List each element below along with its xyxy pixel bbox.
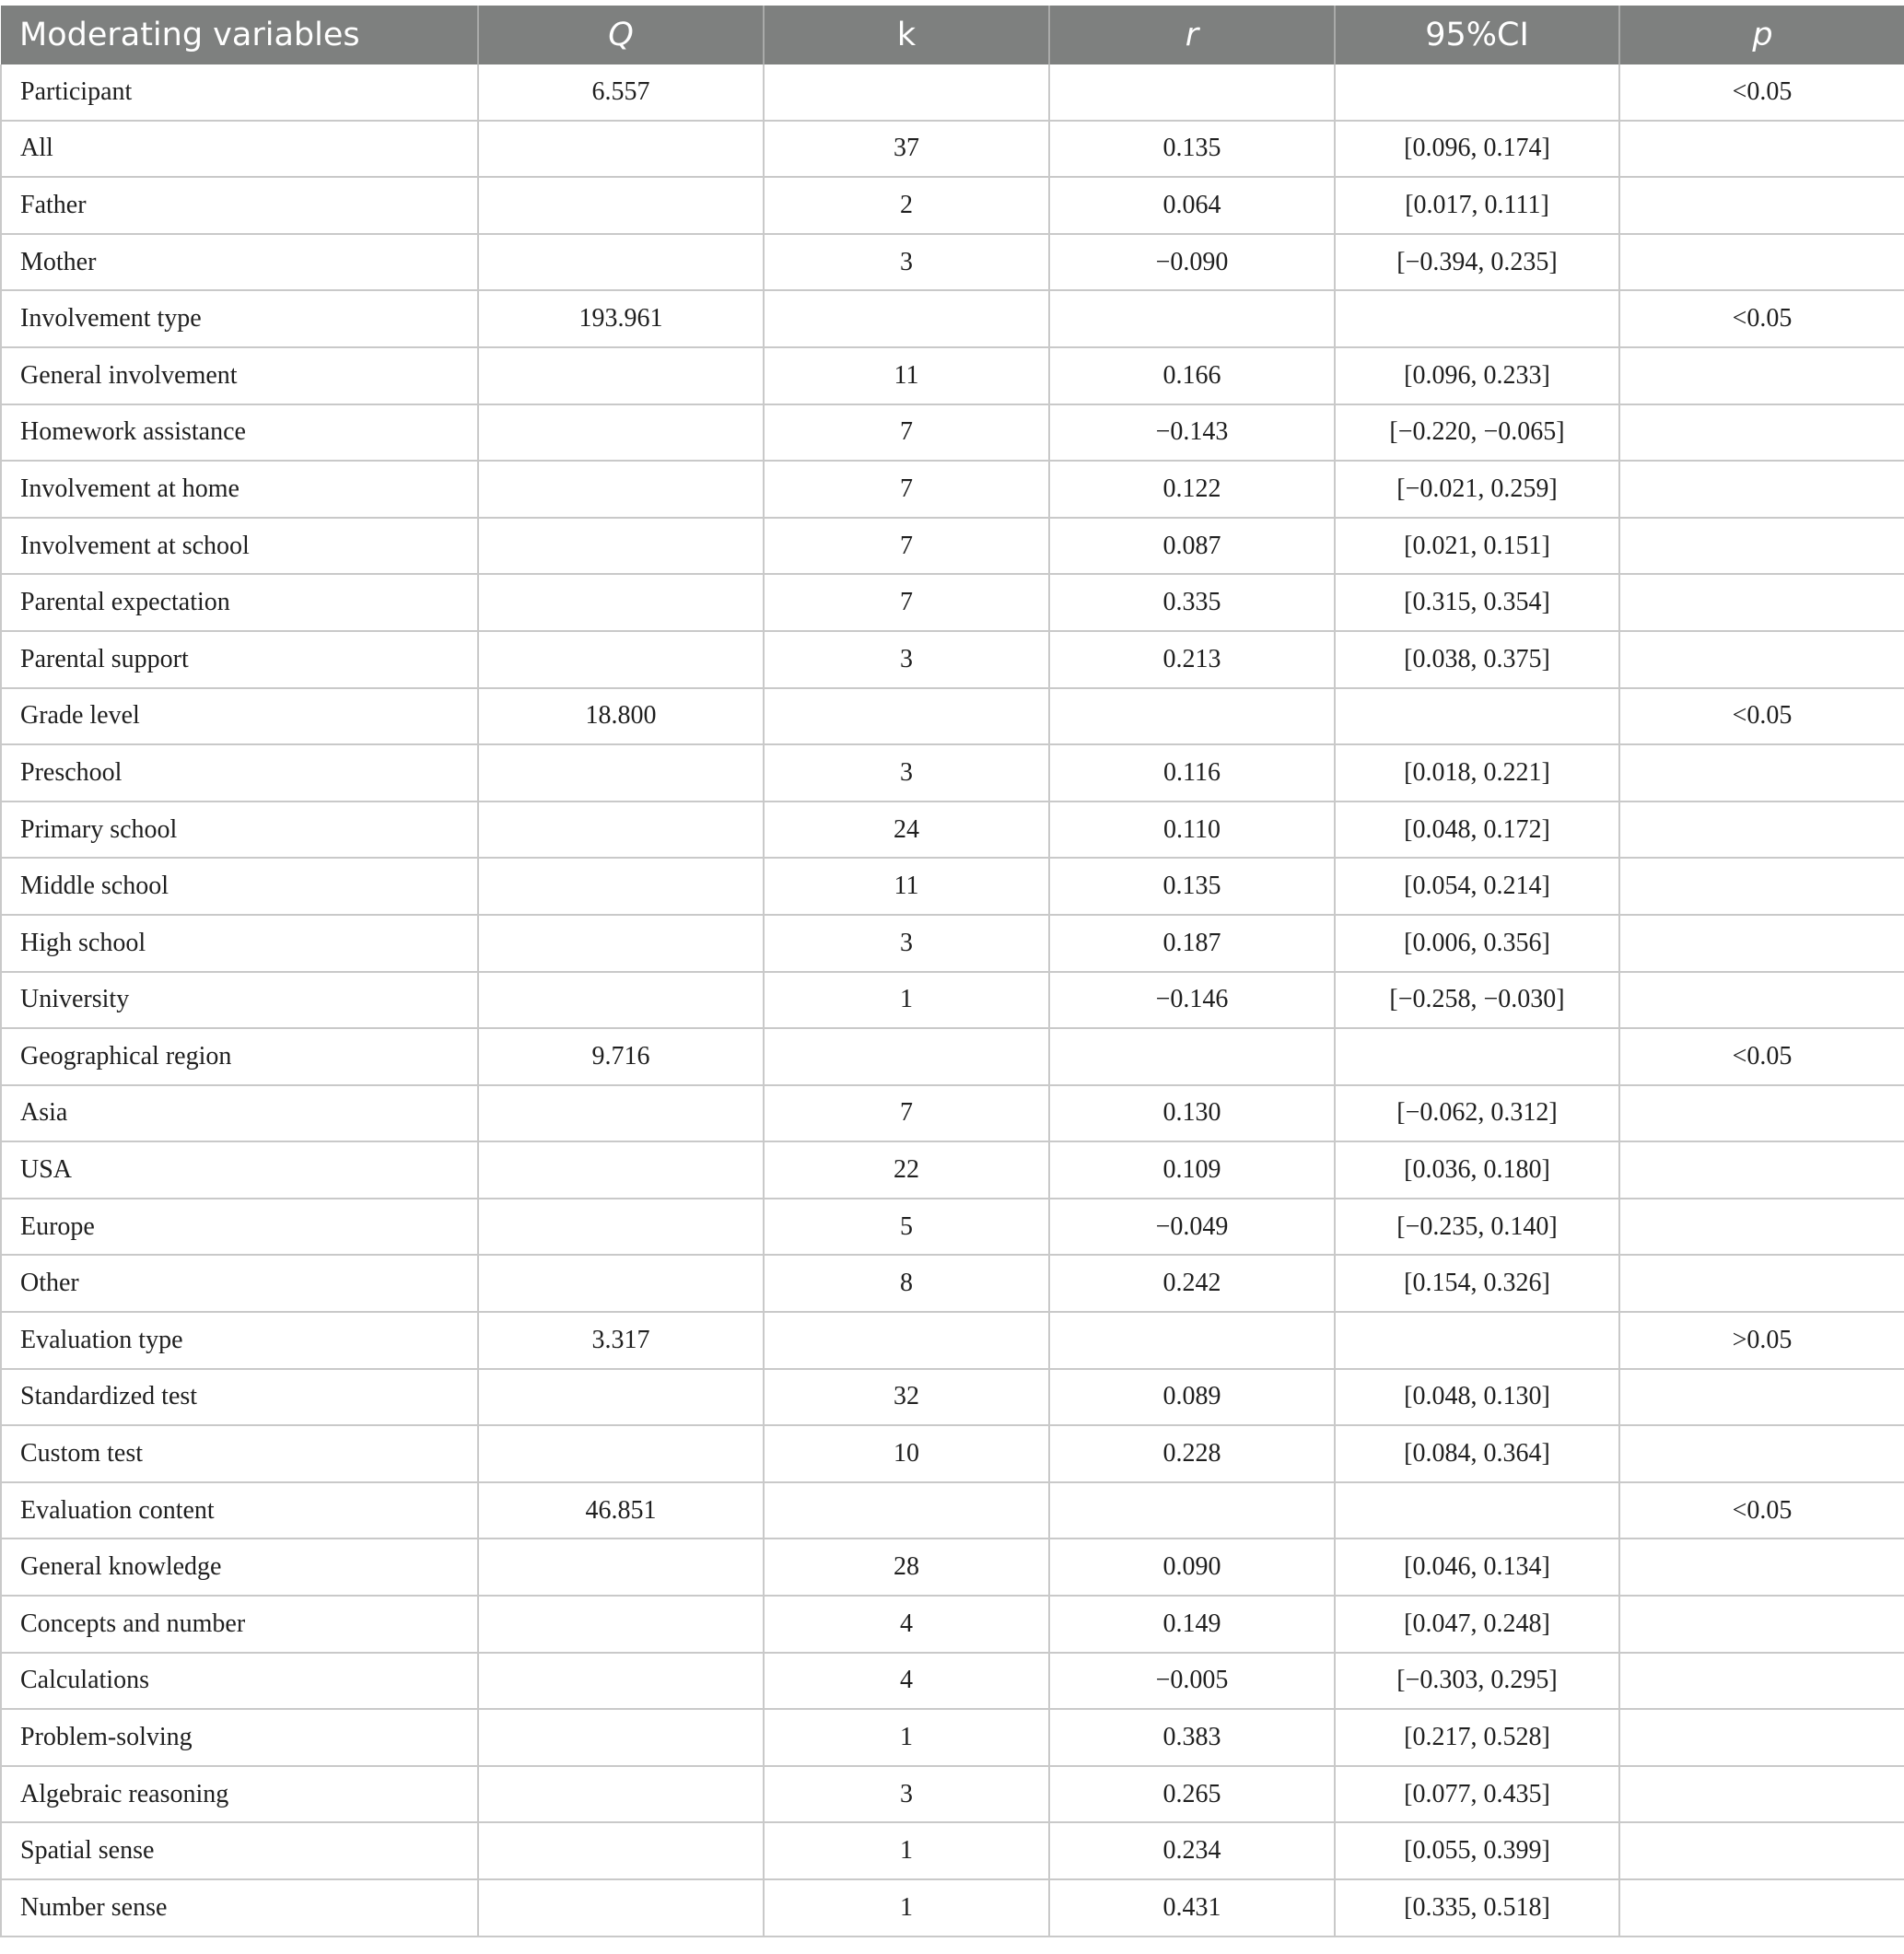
ci-cell: [−0.258, −0.030] bbox=[1335, 972, 1619, 1029]
variable-cell: Homework assistance bbox=[1, 404, 478, 462]
variable-cell: All bbox=[1, 121, 478, 178]
ci-cell: [0.217, 0.528] bbox=[1335, 1709, 1619, 1766]
r-cell: 0.187 bbox=[1049, 915, 1335, 972]
r-cell: −0.146 bbox=[1049, 972, 1335, 1029]
variable-cell: Asia bbox=[1, 1085, 478, 1142]
ci-cell bbox=[1335, 1482, 1619, 1539]
table-row bbox=[1, 631, 1904, 688]
p-cell bbox=[1619, 1141, 1904, 1199]
ci-cell bbox=[1335, 64, 1619, 121]
r-cell: 0.064 bbox=[1049, 177, 1335, 234]
table-row bbox=[1, 404, 1904, 462]
p-cell: <0.05 bbox=[1619, 688, 1904, 745]
ci-cell: [0.047, 0.248] bbox=[1335, 1596, 1619, 1653]
p-cell: >0.05 bbox=[1619, 1312, 1904, 1369]
q-cell bbox=[478, 1653, 764, 1710]
k-cell bbox=[764, 688, 1049, 745]
ci-cell: [−0.021, 0.259] bbox=[1335, 461, 1619, 518]
q-cell bbox=[478, 1596, 764, 1653]
table-row bbox=[1, 574, 1904, 631]
header-row bbox=[1, 6, 1904, 64]
ci-cell: [0.038, 0.375] bbox=[1335, 631, 1619, 688]
ci-cell bbox=[1335, 688, 1619, 745]
r-cell: 0.122 bbox=[1049, 461, 1335, 518]
moderator-analysis-table bbox=[0, 6, 1904, 1937]
ci-cell: [−0.303, 0.295] bbox=[1335, 1653, 1619, 1710]
k-cell bbox=[764, 1312, 1049, 1369]
k-cell: 4 bbox=[764, 1653, 1049, 1710]
ci-cell: [0.315, 0.354] bbox=[1335, 574, 1619, 631]
k-cell: 11 bbox=[764, 347, 1049, 404]
ci-cell: [0.096, 0.233] bbox=[1335, 347, 1619, 404]
p-cell bbox=[1619, 801, 1904, 859]
variable-cell: Grade level bbox=[1, 688, 478, 745]
variable-cell: University bbox=[1, 972, 478, 1029]
q-cell bbox=[478, 631, 764, 688]
variable-cell: Parental expectation bbox=[1, 574, 478, 631]
table-row bbox=[1, 1539, 1904, 1596]
p-cell bbox=[1619, 121, 1904, 178]
k-cell bbox=[764, 1028, 1049, 1085]
r-cell: 0.116 bbox=[1049, 744, 1335, 801]
r-cell: 0.090 bbox=[1049, 1539, 1335, 1596]
table-row bbox=[1, 290, 1904, 347]
table-row bbox=[1, 234, 1904, 291]
p-cell bbox=[1619, 177, 1904, 234]
table-row bbox=[1, 1369, 1904, 1426]
table-row bbox=[1, 1879, 1904, 1936]
p-cell: <0.05 bbox=[1619, 1028, 1904, 1085]
p-cell: <0.05 bbox=[1619, 290, 1904, 347]
variable-cell: Evaluation type bbox=[1, 1312, 478, 1369]
variable-cell: Middle school bbox=[1, 858, 478, 915]
p-cell: <0.05 bbox=[1619, 1482, 1904, 1539]
r-cell: 0.242 bbox=[1049, 1255, 1335, 1312]
variable-cell: Standardized test bbox=[1, 1369, 478, 1426]
table-row bbox=[1, 1709, 1904, 1766]
q-cell bbox=[478, 1766, 764, 1823]
p-cell bbox=[1619, 858, 1904, 915]
k-cell: 1 bbox=[764, 1879, 1049, 1936]
variable-cell: Europe bbox=[1, 1199, 478, 1256]
ci-cell: [0.335, 0.518] bbox=[1335, 1879, 1619, 1936]
variable-cell: Involvement at home bbox=[1, 461, 478, 518]
ci-cell: [0.021, 0.151] bbox=[1335, 518, 1619, 575]
q-cell bbox=[478, 1709, 764, 1766]
r-cell: 0.228 bbox=[1049, 1425, 1335, 1482]
k-cell: 11 bbox=[764, 858, 1049, 915]
table-row bbox=[1, 1255, 1904, 1312]
table-row bbox=[1, 1085, 1904, 1142]
p-cell bbox=[1619, 1199, 1904, 1256]
table-row bbox=[1, 1425, 1904, 1482]
q-cell bbox=[478, 121, 764, 178]
k-cell bbox=[764, 290, 1049, 347]
header-moderating-variables: Moderating variables bbox=[1, 6, 478, 64]
table-row bbox=[1, 177, 1904, 234]
q-cell bbox=[478, 801, 764, 859]
k-cell: 5 bbox=[764, 1199, 1049, 1256]
variable-cell: USA bbox=[1, 1141, 478, 1199]
q-cell bbox=[478, 1879, 764, 1936]
k-cell: 7 bbox=[764, 1085, 1049, 1142]
p-cell bbox=[1619, 1709, 1904, 1766]
q-cell: 3.317 bbox=[478, 1312, 764, 1369]
ci-cell: [0.006, 0.356] bbox=[1335, 915, 1619, 972]
q-cell bbox=[478, 1425, 764, 1482]
k-cell: 7 bbox=[764, 404, 1049, 462]
variable-cell: Problem-solving bbox=[1, 1709, 478, 1766]
p-cell bbox=[1619, 1766, 1904, 1823]
ci-cell: [0.096, 0.174] bbox=[1335, 121, 1619, 178]
p-cell bbox=[1619, 1369, 1904, 1426]
table-row bbox=[1, 1482, 1904, 1539]
q-cell bbox=[478, 1255, 764, 1312]
r-cell: 0.234 bbox=[1049, 1822, 1335, 1879]
r-cell bbox=[1049, 64, 1335, 121]
p-cell bbox=[1619, 915, 1904, 972]
q-cell bbox=[478, 1822, 764, 1879]
q-cell: 193.961 bbox=[478, 290, 764, 347]
q-cell bbox=[478, 1199, 764, 1256]
variable-cell: Participant bbox=[1, 64, 478, 121]
r-cell bbox=[1049, 1312, 1335, 1369]
table-header bbox=[1, 6, 1904, 64]
p-cell bbox=[1619, 1255, 1904, 1312]
table-row bbox=[1, 1653, 1904, 1710]
variable-cell: Parental support bbox=[1, 631, 478, 688]
k-cell: 1 bbox=[764, 1822, 1049, 1879]
variable-cell: Geographical region bbox=[1, 1028, 478, 1085]
k-cell: 7 bbox=[764, 461, 1049, 518]
q-cell: 6.557 bbox=[478, 64, 764, 121]
q-cell bbox=[478, 404, 764, 462]
table-row bbox=[1, 1199, 1904, 1256]
k-cell: 3 bbox=[764, 234, 1049, 291]
header-k: k bbox=[764, 6, 1049, 64]
ci-cell bbox=[1335, 290, 1619, 347]
ci-cell: [0.084, 0.364] bbox=[1335, 1425, 1619, 1482]
k-cell: 37 bbox=[764, 121, 1049, 178]
p-cell bbox=[1619, 404, 1904, 462]
q-cell bbox=[478, 744, 764, 801]
ci-cell: [−0.062, 0.312] bbox=[1335, 1085, 1619, 1142]
ci-cell: [0.055, 0.399] bbox=[1335, 1822, 1619, 1879]
q-cell bbox=[478, 177, 764, 234]
table-row bbox=[1, 518, 1904, 575]
q-cell bbox=[478, 915, 764, 972]
ci-cell: [0.154, 0.326] bbox=[1335, 1255, 1619, 1312]
p-cell bbox=[1619, 234, 1904, 291]
q-cell bbox=[478, 858, 764, 915]
p-cell bbox=[1619, 1596, 1904, 1653]
k-cell: 3 bbox=[764, 1766, 1049, 1823]
p-cell bbox=[1619, 518, 1904, 575]
r-cell: 0.149 bbox=[1049, 1596, 1335, 1653]
variable-cell: Evaluation content bbox=[1, 1482, 478, 1539]
table-row bbox=[1, 64, 1904, 121]
q-cell bbox=[478, 518, 764, 575]
q-cell bbox=[478, 1539, 764, 1596]
k-cell: 3 bbox=[764, 744, 1049, 801]
p-cell: <0.05 bbox=[1619, 64, 1904, 121]
q-cell bbox=[478, 461, 764, 518]
table-row bbox=[1, 801, 1904, 859]
r-cell: 0.089 bbox=[1049, 1369, 1335, 1426]
ci-cell: [−0.235, 0.140] bbox=[1335, 1199, 1619, 1256]
r-cell bbox=[1049, 1482, 1335, 1539]
header-ci: 95%CI bbox=[1335, 6, 1619, 64]
table-row bbox=[1, 1028, 1904, 1085]
p-cell bbox=[1619, 1822, 1904, 1879]
r-cell: 0.135 bbox=[1049, 858, 1335, 915]
k-cell: 32 bbox=[764, 1369, 1049, 1426]
ci-cell: [0.054, 0.214] bbox=[1335, 858, 1619, 915]
k-cell: 4 bbox=[764, 1596, 1049, 1653]
ci-cell bbox=[1335, 1028, 1619, 1085]
variable-cell: Other bbox=[1, 1255, 478, 1312]
table-row bbox=[1, 915, 1904, 972]
header-q: Q bbox=[478, 6, 764, 64]
p-cell bbox=[1619, 574, 1904, 631]
r-cell: −0.143 bbox=[1049, 404, 1335, 462]
variable-cell: General involvement bbox=[1, 347, 478, 404]
k-cell bbox=[764, 1482, 1049, 1539]
p-cell bbox=[1619, 1425, 1904, 1482]
table-row bbox=[1, 858, 1904, 915]
variable-cell: High school bbox=[1, 915, 478, 972]
variable-cell: Mother bbox=[1, 234, 478, 291]
q-cell bbox=[478, 1369, 764, 1426]
r-cell: 0.087 bbox=[1049, 518, 1335, 575]
ci-cell: [0.048, 0.172] bbox=[1335, 801, 1619, 859]
variable-cell: Custom test bbox=[1, 1425, 478, 1482]
k-cell: 3 bbox=[764, 631, 1049, 688]
r-cell bbox=[1049, 290, 1335, 347]
k-cell: 28 bbox=[764, 1539, 1049, 1596]
k-cell: 10 bbox=[764, 1425, 1049, 1482]
r-cell: 0.135 bbox=[1049, 121, 1335, 178]
variable-cell: Involvement at school bbox=[1, 518, 478, 575]
k-cell: 3 bbox=[764, 915, 1049, 972]
q-cell: 9.716 bbox=[478, 1028, 764, 1085]
r-cell: 0.335 bbox=[1049, 574, 1335, 631]
header-r: r bbox=[1049, 6, 1335, 64]
q-cell bbox=[478, 574, 764, 631]
variable-cell: Spatial sense bbox=[1, 1822, 478, 1879]
k-cell: 1 bbox=[764, 972, 1049, 1029]
k-cell: 7 bbox=[764, 518, 1049, 575]
p-cell bbox=[1619, 972, 1904, 1029]
p-cell bbox=[1619, 631, 1904, 688]
r-cell: 0.130 bbox=[1049, 1085, 1335, 1142]
table-row bbox=[1, 1596, 1904, 1653]
variable-cell: Involvement type bbox=[1, 290, 478, 347]
table-row bbox=[1, 121, 1904, 178]
p-cell bbox=[1619, 461, 1904, 518]
table-row bbox=[1, 972, 1904, 1029]
table-row bbox=[1, 1141, 1904, 1199]
p-cell bbox=[1619, 347, 1904, 404]
r-cell: 0.110 bbox=[1049, 801, 1335, 859]
ci-cell: [0.036, 0.180] bbox=[1335, 1141, 1619, 1199]
q-cell bbox=[478, 347, 764, 404]
table-row bbox=[1, 461, 1904, 518]
table-row bbox=[1, 1766, 1904, 1823]
r-cell: 0.109 bbox=[1049, 1141, 1335, 1199]
q-cell bbox=[478, 1141, 764, 1199]
k-cell: 1 bbox=[764, 1709, 1049, 1766]
variable-cell: Concepts and number bbox=[1, 1596, 478, 1653]
r-cell: 0.166 bbox=[1049, 347, 1335, 404]
variable-cell: Preschool bbox=[1, 744, 478, 801]
k-cell: 7 bbox=[764, 574, 1049, 631]
table-row bbox=[1, 1822, 1904, 1879]
ci-cell bbox=[1335, 1312, 1619, 1369]
variable-cell: Calculations bbox=[1, 1653, 478, 1710]
table-row bbox=[1, 744, 1904, 801]
variable-cell: Number sense bbox=[1, 1879, 478, 1936]
table-row bbox=[1, 688, 1904, 745]
p-cell bbox=[1619, 744, 1904, 801]
ci-cell: [0.077, 0.435] bbox=[1335, 1766, 1619, 1823]
variable-cell: Algebraic reasoning bbox=[1, 1766, 478, 1823]
ci-cell: [−0.394, 0.235] bbox=[1335, 234, 1619, 291]
q-cell bbox=[478, 1085, 764, 1142]
r-cell bbox=[1049, 688, 1335, 745]
r-cell bbox=[1049, 1028, 1335, 1085]
k-cell: 24 bbox=[764, 801, 1049, 859]
r-cell: 0.383 bbox=[1049, 1709, 1335, 1766]
q-cell: 18.800 bbox=[478, 688, 764, 745]
variable-cell: Father bbox=[1, 177, 478, 234]
table-row bbox=[1, 347, 1904, 404]
k-cell: 22 bbox=[764, 1141, 1049, 1199]
q-cell: 46.851 bbox=[478, 1482, 764, 1539]
ci-cell: [−0.220, −0.065] bbox=[1335, 404, 1619, 462]
ci-cell: [0.046, 0.134] bbox=[1335, 1539, 1619, 1596]
variable-cell: Primary school bbox=[1, 801, 478, 859]
ci-cell: [0.048, 0.130] bbox=[1335, 1369, 1619, 1426]
ci-cell: [0.017, 0.111] bbox=[1335, 177, 1619, 234]
q-cell bbox=[478, 972, 764, 1029]
ci-cell: [0.018, 0.221] bbox=[1335, 744, 1619, 801]
r-cell: 0.265 bbox=[1049, 1766, 1335, 1823]
variable-cell: General knowledge bbox=[1, 1539, 478, 1596]
r-cell: −0.005 bbox=[1049, 1653, 1335, 1710]
k-cell bbox=[764, 64, 1049, 121]
r-cell: −0.090 bbox=[1049, 234, 1335, 291]
r-cell: 0.431 bbox=[1049, 1879, 1335, 1936]
k-cell: 8 bbox=[764, 1255, 1049, 1312]
p-cell bbox=[1619, 1653, 1904, 1710]
r-cell: 0.213 bbox=[1049, 631, 1335, 688]
table-row bbox=[1, 1312, 1904, 1369]
p-cell bbox=[1619, 1085, 1904, 1142]
q-cell bbox=[478, 234, 764, 291]
k-cell: 2 bbox=[764, 177, 1049, 234]
header-p: p bbox=[1619, 6, 1904, 64]
p-cell bbox=[1619, 1539, 1904, 1596]
p-cell bbox=[1619, 1879, 1904, 1936]
table-body bbox=[1, 64, 1904, 1936]
r-cell: −0.049 bbox=[1049, 1199, 1335, 1256]
